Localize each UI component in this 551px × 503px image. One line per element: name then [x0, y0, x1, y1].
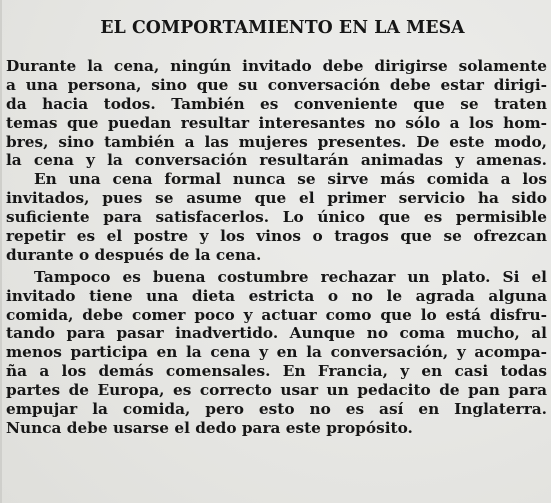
text-line: Tampoco es buena costumbre rechazar un plato. Si el — [34, 267, 547, 286]
text-line: bres, sino también a las mujeres presentes. De este modo, — [6, 132, 547, 151]
paragraph-2 — [6, 170, 547, 264]
text-line: da hacia todos. También es conveniente que se traten — [6, 94, 547, 113]
text-line: menos participa en la cena y en la conversación, y acompa- — [6, 343, 547, 362]
text-line: temas que puedan resultar interesantes no sólo a los hom- — [6, 113, 547, 132]
text-line: invitado tiene una dieta estricta o no le agrada alguna — [6, 286, 547, 305]
page-edge — [0, 0, 2, 503]
text-line: Durante la cena, ningún invitado debe dirigirse solamente — [6, 57, 547, 75]
paragraph-3 — [6, 268, 547, 438]
text-line: empujar la comida, pero esto no es así en Inglaterra. — [6, 400, 547, 419]
text-line: durante o después de la cena. — [6, 245, 262, 264]
text-line: En una cena formal nunca se sirve más comida a los — [34, 170, 547, 189]
text-line: tando para pasar inadvertido. Aunque no coma mucho, al — [6, 324, 547, 343]
text-line: comida, debe comer poco y actuar como que lo está disfru- — [6, 305, 547, 324]
text-line: suficiente para satisfacerlos. Lo único que es permisible — [6, 208, 547, 227]
text-line: la cena y la conversación resultarán animadas y amenas. — [6, 151, 547, 170]
text-line: a una persona, sino que su conversación debe estar dirigi- — [6, 75, 547, 94]
text-line: Nunca debe usarse el dedo para este propósito. — [6, 418, 413, 437]
text-line: invitados, pues se asume que el primer servicio ha sido — [6, 189, 547, 208]
text-line: repetir es el postre y los vinos o tragos que se ofrezcan — [6, 227, 547, 246]
text-line: partes de Europa, es correcto usar un pedacito de pan para — [6, 381, 547, 400]
text-line: ña a los demás comensales. En Francia, y en casi todas — [6, 362, 547, 381]
paragraph-1 — [6, 57, 547, 170]
document-title: EL COMPORTAMIENTO EN LA MESA — [100, 18, 465, 38]
